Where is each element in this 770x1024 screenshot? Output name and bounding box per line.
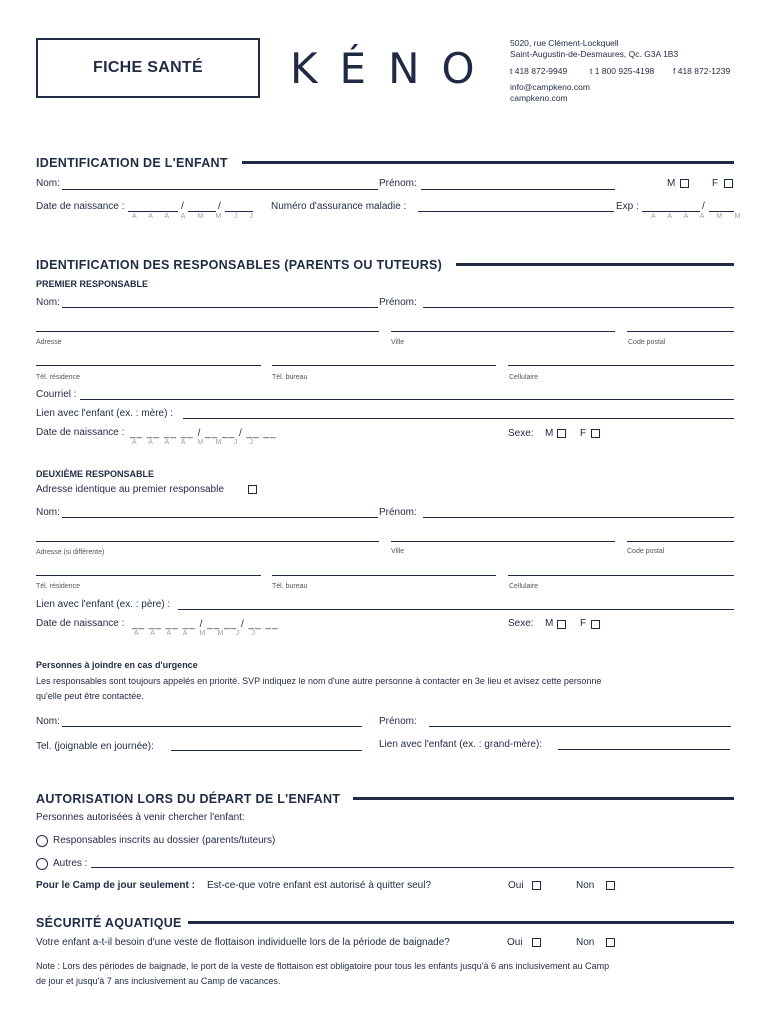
label-f: F (580, 428, 587, 439)
label-non: Non (576, 880, 595, 891)
emergency-note-line1: Les responsables sont toujours appelés en priorité. SVP indiquez le nom d'une autre personne à contacter en 3e lieu et avisez cette personne (36, 676, 602, 686)
label-code-postal: Code postal (627, 548, 665, 555)
departure-intro: Personnes autorisées à venir chercher l'enfant: (36, 812, 245, 823)
dob-format-hint: A A A A M M J J (132, 439, 259, 446)
label-code-postal: Code postal (628, 339, 666, 346)
first-tel-bureau-field[interactable] (272, 365, 496, 366)
child-exp-year[interactable] (642, 211, 700, 212)
dob-format-hint: A A A A M M J J (134, 630, 261, 637)
label-m: M (545, 428, 554, 439)
first-sex-f-checkbox[interactable] (591, 429, 600, 438)
emergency-prenom-field[interactable] (429, 726, 731, 727)
subheading-first-guardian: PREMIER RESPONSABLE (36, 279, 149, 289)
day-camp-label: Pour le Camp de jour seulement : (36, 880, 195, 891)
label-nom: Nom: (36, 716, 60, 727)
leave-alone-no-checkbox[interactable] (606, 881, 615, 890)
water-note-line1: Note : Lors des périodes de baignade, le port de la veste de flottaison est obligatoire pour tous les enfants jusqu'à 6 ans inclusivement au Camp (36, 961, 610, 971)
subheading-second-guardian: DEUXIÈME RESPONSABLE (36, 469, 155, 479)
label-exp: Exp : (616, 201, 639, 212)
first-address-field[interactable] (36, 331, 379, 332)
emergency-tel-field[interactable] (171, 750, 362, 751)
label-courriel: Courriel : (36, 389, 77, 400)
slash: / (181, 201, 184, 212)
phone: t 418 872-9949 (510, 66, 568, 76)
label-nom: Nom: (36, 178, 60, 189)
label-f: F (580, 618, 587, 629)
label-insurance: Numéro d'assurance maladie : (271, 201, 407, 212)
label-prenom: Prénom: (379, 178, 417, 189)
second-nom-field[interactable] (62, 517, 378, 518)
label-tel: Tel. (joignable en journée): (36, 741, 154, 752)
slash: / (702, 201, 705, 212)
child-prenom-field[interactable] (421, 189, 615, 190)
second-lien-field[interactable] (178, 609, 734, 610)
first-city-field[interactable] (391, 331, 615, 332)
second-address-field[interactable] (36, 541, 379, 542)
day-camp-question: Est-ce-que votre enfant est autorisé à quitter seul? (207, 880, 432, 891)
label-m: M (667, 178, 676, 189)
section-heading-water: SÉCURITÉ AQUATIQUE (36, 916, 182, 930)
label-nom: Nom: (36, 297, 60, 308)
option-others-radio[interactable] (36, 858, 48, 870)
fax: f 418 872-1239 (673, 66, 731, 76)
first-postal-field[interactable] (627, 331, 734, 332)
dob-format-hint: A A A A M M J J (132, 213, 259, 220)
label-nom: Nom: (36, 507, 60, 518)
water-note-line2: de jour et jusqu'à 7 ans inclusivement au Camp de vacances. (36, 976, 281, 986)
section-rule (353, 797, 734, 800)
vest-yes-checkbox[interactable] (532, 938, 541, 947)
second-dob-field[interactable]: __ __ __ __ / __ __ / __ __ (132, 619, 279, 630)
label-oui: Oui (507, 937, 523, 948)
first-nom-field[interactable] (62, 307, 378, 308)
label-tel-bureau: Tél. bureau (272, 374, 308, 381)
section-rule (456, 263, 734, 266)
option-others-label: Autres : (53, 858, 88, 869)
first-dob-field[interactable]: __ __ __ __ / __ __ / __ __ (130, 428, 277, 439)
label-non: Non (576, 937, 595, 948)
label-m: M (545, 618, 554, 629)
label-prenom: Prénom: (379, 297, 417, 308)
label-oui: Oui (508, 880, 524, 891)
label-ville: Ville (391, 548, 405, 555)
option-guardians-radio[interactable] (36, 835, 48, 847)
others-field[interactable] (91, 867, 734, 868)
first-lien-field[interactable] (183, 418, 734, 419)
label-adresse: Adresse (36, 339, 62, 346)
child-sex-m-checkbox[interactable] (680, 179, 689, 188)
label-same-address: Adresse identique au premier responsable (36, 484, 224, 495)
second-tel-bureau-field[interactable] (272, 575, 496, 576)
label-sexe: Sexe: (508, 618, 534, 629)
phone-toll-free: t 1 800 925-4198 (590, 66, 655, 76)
form-title: FICHE SANTÉ (36, 38, 260, 98)
label-sexe: Sexe: (508, 428, 534, 439)
leave-alone-yes-checkbox[interactable] (532, 881, 541, 890)
label-prenom: Prénom: (379, 507, 417, 518)
emergency-nom-field[interactable] (62, 726, 362, 727)
label-prenom: Prénom: (379, 716, 417, 727)
second-tel-res-field[interactable] (36, 575, 261, 576)
label-f: F (712, 178, 719, 189)
label-cellulaire: Cellulaire (509, 374, 539, 381)
emergency-note-line2: qu'elle peut être contactée. (36, 691, 144, 701)
website: campkeno.com (510, 93, 568, 103)
second-sex-m-checkbox[interactable] (557, 620, 566, 629)
first-tel-res-field[interactable] (36, 365, 261, 366)
child-sex-f-checkbox[interactable] (724, 179, 733, 188)
first-cell-field[interactable] (508, 365, 734, 366)
section-rule (188, 921, 734, 924)
vest-no-checkbox[interactable] (606, 938, 615, 947)
label-dob: Date de naissance : (36, 201, 125, 212)
first-sex-m-checkbox[interactable] (557, 429, 566, 438)
label-lien-emergency: Lien avec l'enfant (ex. : grand-mère): (379, 739, 543, 750)
second-sex-f-checkbox[interactable] (591, 620, 600, 629)
section-heading-child: IDENTIFICATION DE L'ENFANT (36, 156, 228, 170)
child-dob-year[interactable] (128, 211, 178, 212)
section-rule (242, 161, 734, 164)
address-line1: 5020, rue Clément-Lockquell (510, 38, 619, 48)
label-cellulaire: Cellulaire (509, 583, 539, 590)
label-tel-res: Tél. résidence (36, 374, 80, 381)
option-guardians-label: Responsables inscrits au dossier (parents/tuteurs) (53, 835, 276, 846)
child-dob-month[interactable] (188, 211, 216, 212)
child-exp-month[interactable] (709, 211, 734, 212)
slash: / (218, 201, 221, 212)
label-adresse-alt: Adresse (si différente) (36, 549, 105, 556)
child-nom-field[interactable] (62, 189, 378, 190)
second-cell-field[interactable] (508, 575, 734, 576)
water-question: Votre enfant a-t-il besoin d'une veste de flottaison individuelle lors de la période de baignade? (36, 937, 450, 948)
second-city-field[interactable] (391, 541, 615, 542)
label-lien: Lien avec l'enfant (ex. : mère) : (36, 408, 173, 419)
email: info@campkeno.com (510, 82, 590, 92)
section-heading-guardians: IDENTIFICATION DES RESPONSABLES (PARENTS OU TUTEURS) (36, 258, 443, 272)
address-line2: Saint-Augustin-de-Desmaures, Qc. G3A 1B3 (510, 49, 679, 59)
exp-format-hint: A A A A M M (651, 213, 746, 220)
emergency-lien-field[interactable] (558, 749, 730, 750)
child-dob-day[interactable] (225, 211, 253, 212)
label-lien: Lien avec l'enfant (ex. : père) : (36, 599, 171, 610)
section-heading-departure: AUTORISATION LORS DU DÉPART DE L'ENFANT (36, 792, 341, 806)
label-ville: Ville (391, 339, 405, 346)
label-tel-res: Tél. résidence (36, 583, 80, 590)
first-courriel-field[interactable] (80, 399, 734, 400)
child-insurance-field[interactable] (418, 211, 614, 212)
brand-logo: KÉNO (290, 44, 497, 93)
label-dob: Date de naissance : (36, 427, 125, 438)
first-prenom-field[interactable] (423, 307, 734, 308)
subheading-emergency: Personnes à joindre en cas d'urgence (36, 660, 198, 670)
second-postal-field[interactable] (627, 541, 734, 542)
label-tel-bureau: Tél. bureau (272, 583, 308, 590)
second-prenom-field[interactable] (423, 517, 734, 518)
label-dob: Date de naissance : (36, 618, 125, 629)
same-address-checkbox[interactable] (248, 485, 257, 494)
